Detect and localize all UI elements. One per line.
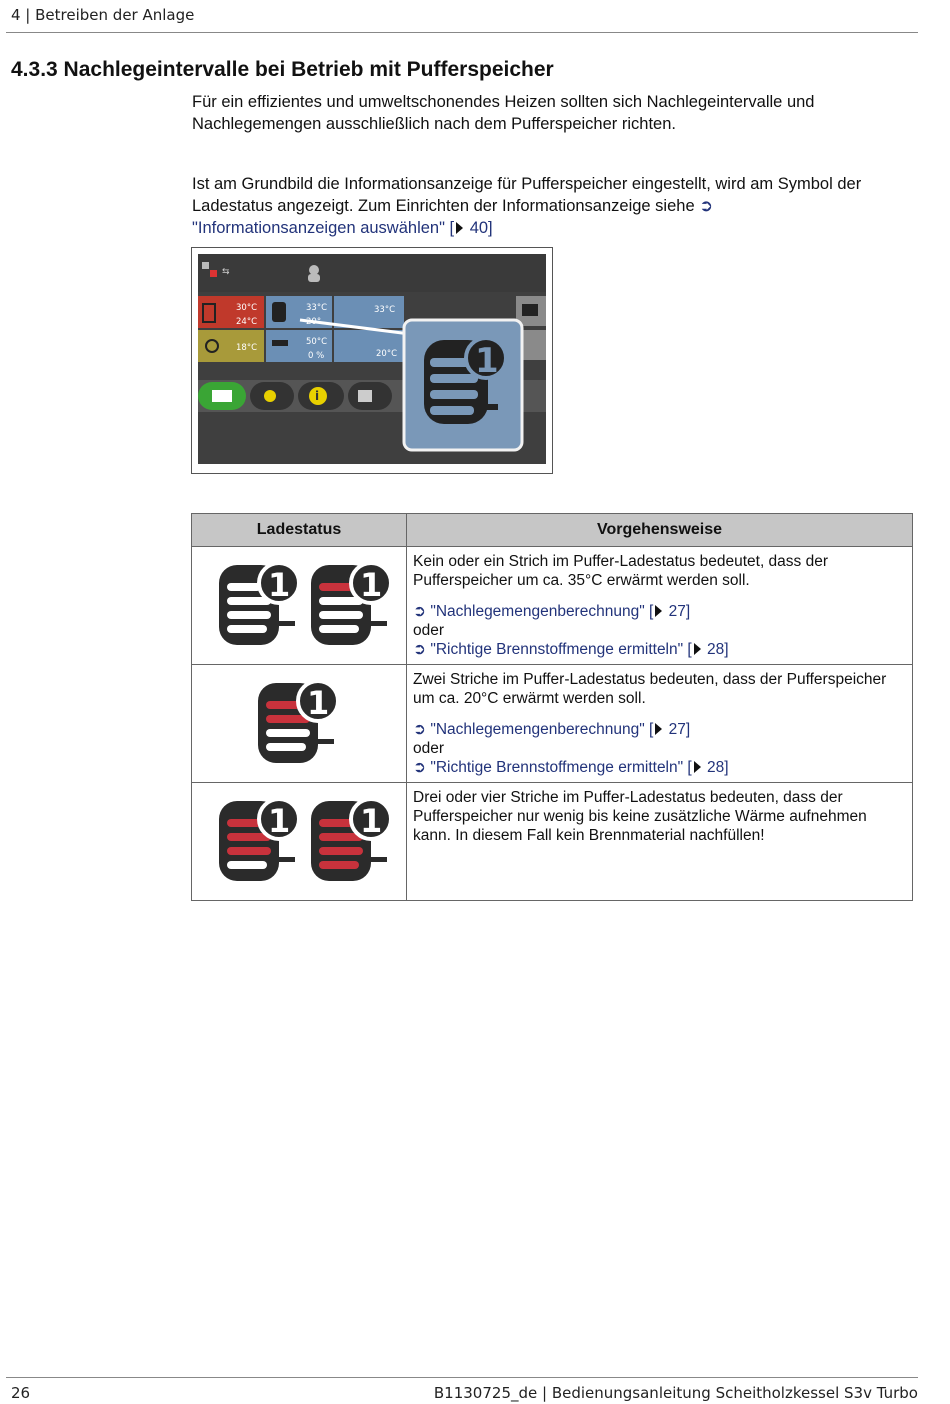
controller-screen-graphic <box>198 254 546 464</box>
page-ref-triangle-icon <box>655 605 662 617</box>
tile-tap-bottom: 0 % <box>308 351 325 361</box>
tile-tap-top: 50°C <box>306 337 328 347</box>
svg-text:1: 1 <box>360 802 383 840</box>
cross-ref-arrow-icon: ➲ <box>413 759 426 776</box>
document-title: B1130725_de | Bedienungsanleitung Scheitholzkessel S3v Turbo <box>433 1384 918 1402</box>
buffer-status-2-bar-icon <box>254 677 344 769</box>
buffer-status-0-1-bar-icon <box>209 559 389 651</box>
oder-text: oder <box>413 740 445 757</box>
page-ref-triangle-icon <box>694 761 701 773</box>
status-icons-cell <box>192 665 407 783</box>
procedure-text: Drei oder vier Striche im Puffer-Ladestatus bedeuten, dass der Pufferspeicher nur wenig bis keine zusätzliche Wärme aufnehmen kann. In diesem Fall kein Brennmaterial nachfüllen! <box>413 789 867 844</box>
procedure-cell <box>407 665 913 783</box>
info-button[interactable] <box>298 382 344 410</box>
cross-ref-arrow-icon: ➲ <box>413 721 426 738</box>
controller-screen <box>198 254 546 464</box>
procedure-cell <box>407 547 913 665</box>
tile-buffer-3[interactable] <box>334 330 404 362</box>
table-row <box>192 665 913 783</box>
link-label: "Nachlegemengenberechnung" [ <box>430 603 654 620</box>
info-paragraph <box>192 173 912 239</box>
zoom-number: 1 <box>475 341 499 381</box>
page-ref-triangle-icon <box>655 723 662 735</box>
buffer-status-3-4-bar-icon <box>209 795 389 887</box>
link-label: "Nachlegemengenberechnung" [ <box>430 721 654 738</box>
svg-text:1: 1 <box>268 802 291 840</box>
info-display-link-label: "Informationsanzeigen auswählen" [ <box>192 219 455 237</box>
tile-boiler[interactable] <box>198 296 264 328</box>
column-header-ladestatus: Ladestatus <box>192 514 407 547</box>
table-row <box>192 783 913 901</box>
footer-divider <box>6 1377 918 1378</box>
cross-ref-arrow-icon: ➲ <box>413 603 426 620</box>
tile-outdoor-top: 18°C <box>236 343 258 353</box>
link-nachlegemengenberechnung[interactable] <box>413 602 906 621</box>
page-ref-triangle-icon <box>694 643 701 655</box>
procedure-text: Zwei Striche im Puffer-Ladestatus bedeuten, dass der Pufferspeicher um ca. 20°C erwärmt werden soll. <box>413 671 887 707</box>
svg-text:1: 1 <box>360 566 383 604</box>
mode-button[interactable] <box>198 382 246 410</box>
page-header: 4 | Betreiben der Anlage <box>11 6 195 24</box>
svg-text:⇆: ⇆ <box>222 267 230 277</box>
note-button[interactable] <box>348 382 392 410</box>
tile-boiler-bottom: 24°C <box>236 317 258 327</box>
info-text: Ist am Grundbild die Informationsanzeige für Pufferspeicher eingestellt, wird am Symbol der Ladestatus angezeigt. Zum Einrichten der Informationsanzeige siehe <box>192 175 862 215</box>
oder-text: oder <box>413 622 445 639</box>
note-icon <box>358 390 372 402</box>
svg-text:1: 1 <box>307 684 330 722</box>
info-display-link-page: 40] <box>465 219 493 237</box>
link-page: 27] <box>664 721 691 738</box>
header-divider <box>6 32 918 33</box>
table-header-row <box>192 514 913 547</box>
tile-buffer-3-top: 20°C <box>376 349 398 359</box>
tile-buffer-2[interactable] <box>334 296 404 328</box>
link-brennstoffmenge[interactable] <box>413 758 906 777</box>
page-number: 26 <box>11 1384 31 1402</box>
link-brennstoffmenge[interactable] <box>413 640 906 659</box>
link-nachlegemengenberechnung[interactable] <box>413 720 906 739</box>
info-display-link[interactable] <box>192 219 493 237</box>
status-icons-cell <box>192 783 407 901</box>
settings-button[interactable] <box>250 382 294 410</box>
cross-ref-arrow-icon: ➲ <box>413 641 426 658</box>
procedure-text: Kein oder ein Strich im Puffer-Ladestatus bedeutet, dass der Pufferspeicher um ca. 35°C erwärmt werden soll. <box>413 553 829 589</box>
tile-outdoor[interactable] <box>198 330 264 362</box>
link-page: 28] <box>702 641 729 658</box>
status-icons-cell <box>192 547 407 665</box>
tile-boiler-top: 30°C <box>236 303 258 313</box>
tile-buffer-1-top: 33°C <box>306 303 328 313</box>
section-title: 4.3.3 Nachlegeintervalle bei Betrieb mit Pufferspeicher <box>11 58 554 81</box>
link-label: "Richtige Brennstoffmenge ermitteln" [ <box>430 759 692 776</box>
tile-tap-water[interactable] <box>266 330 332 362</box>
svg-text:i: i <box>315 389 320 403</box>
table-row <box>192 547 913 665</box>
link-page: 28] <box>702 759 729 776</box>
column-header-vorgehensweise: Vorgehensweise <box>407 514 913 547</box>
loading-status-table <box>191 513 913 901</box>
procedure-cell <box>407 783 913 901</box>
intro-paragraph: Für ein effizientes und umweltschonendes Heizen sollten sich Nachlegeintervalle und Nachlegemengen ausschließlich nach dem Pufferspeicher richten. <box>192 93 815 133</box>
cross-ref-arrow-icon: ➲ <box>699 197 714 215</box>
zoom-callout <box>404 320 522 450</box>
settings-icon <box>264 390 276 402</box>
tile-buffer-2-top: 33°C <box>374 305 396 315</box>
page-ref-triangle-icon <box>456 222 463 234</box>
svg-text:1: 1 <box>268 566 291 604</box>
controller-screen-figure <box>191 247 553 474</box>
link-label: "Richtige Brennstoffmenge ermitteln" [ <box>430 641 692 658</box>
link-page: 27] <box>664 603 691 620</box>
